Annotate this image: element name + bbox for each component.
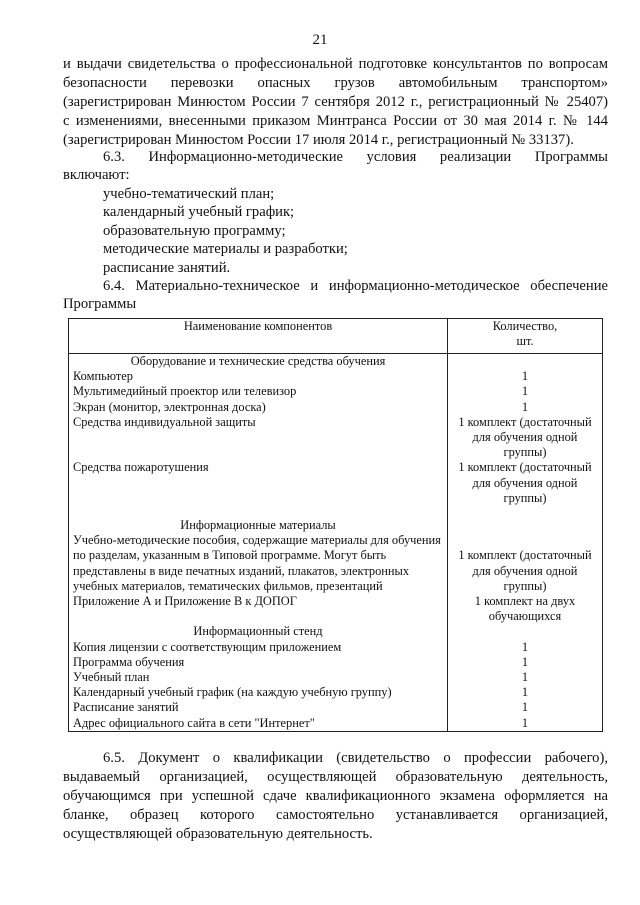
section-equipment-title: Оборудование и технические средства обучения: [69, 354, 448, 370]
row-qty: 1: [448, 640, 603, 655]
row-qty: 1: [448, 400, 603, 415]
section-materials-title: Информационные материалы: [69, 518, 448, 533]
section-6-5-line-5: осуществляющей образовательную деятельность.: [63, 826, 373, 842]
row-qty: 1: [448, 716, 603, 732]
row-qty: 1: [448, 655, 603, 670]
header-quantity-line-2: шт.: [516, 334, 534, 349]
row-name: Компьютер: [69, 369, 448, 384]
section-row: [69, 624, 603, 639]
table-row: [69, 369, 603, 384]
table-header-row: [69, 319, 603, 354]
intro-line-3: (зарегистрирован Минюстом России 7 сентября 2012 г., регистрационный № 25407): [63, 94, 608, 110]
row-qty: 1: [448, 369, 603, 384]
intro-line-1: и выдачи свидетельства о профессиональной подготовке консультантов по вопросам: [63, 56, 608, 72]
row-name: Приложение А и Приложение В к ДОПОГ: [69, 594, 448, 624]
section-row: [69, 518, 603, 533]
row-qty: 1 комплект на двух обучающихся: [448, 594, 603, 624]
section-stand-title: Информационный стенд: [69, 624, 448, 639]
section-6-3-heading: 6.3. Информационно-методические условия реализации Программы: [103, 149, 608, 165]
section-6-3-continuation: включают:: [63, 167, 130, 183]
list-item: методические материалы и разработки;: [103, 241, 348, 257]
section-6-5-line-1: 6.5. Документ о квалификации (свидетельство о профессии рабочего),: [103, 750, 608, 766]
table-row: [69, 670, 603, 685]
section-6-4-heading: 6.4. Материально-техническое и информационно-методическое обеспечение: [103, 278, 608, 294]
page-number: 21: [312, 32, 328, 48]
row-qty: 1: [448, 700, 603, 715]
row-name: Средства индивидуальной защиты: [69, 415, 448, 461]
table-row: [69, 415, 603, 461]
section-6-5-line-4: бланке, образец которого самостоятельно устанавливается организацией,: [63, 807, 608, 823]
list-item: образовательную программу;: [103, 223, 286, 239]
list-item: расписание занятий.: [103, 260, 231, 276]
intro-line-4: с изменениями, внесенными приказом Минтранса России от 30 мая 2014 г. № 144: [63, 113, 608, 129]
table-row: [69, 700, 603, 715]
row-name: Средства пожаротушения: [69, 460, 448, 506]
row-qty: 1 комплект (достаточный для обучения одной группы): [448, 415, 603, 461]
header-name: Наименование компонентов: [69, 319, 448, 354]
row-qty: 1: [448, 384, 603, 399]
table-row: [69, 655, 603, 670]
section-row: [69, 354, 603, 370]
list-item: учебно-тематический план;: [103, 186, 275, 202]
row-name: Учебный план: [69, 670, 448, 685]
row-name: Копия лицензии с соответствующим приложением: [69, 640, 448, 655]
intro-line-5: (зарегистрирован Минюстом России 17 июля 2014 г., регистрационный № 33137).: [63, 132, 574, 148]
row-name: Мультимедийный проектор или телевизор: [69, 384, 448, 399]
section-6-5-line-2: выдаваемый организацией, осуществляющей образовательную деятельность,: [63, 769, 608, 785]
row-name: Учебно-методические пособия, содержащие материалы для обучения по разделам, указанным в Типовой программе. Могут быть представлены в виде печатных изданий, плакатов, электронных учебных материалов, тематических фильмов, презентаций: [69, 533, 448, 594]
header-quantity-line-1: Количество,: [492, 319, 558, 333]
row-name: Адрес официального сайта в сети "Интернет": [69, 716, 448, 732]
table-row: [69, 400, 603, 415]
components-table: [68, 318, 603, 732]
table-row: [69, 640, 603, 655]
table-row: [69, 594, 603, 624]
row-name: Расписание занятий: [69, 700, 448, 715]
table-row: [69, 533, 603, 594]
table-row: [69, 384, 603, 399]
row-qty: 1 комплект (достаточный для обучения одной группы): [448, 460, 603, 506]
table-row: [69, 685, 603, 700]
section-6-5-line-3: обучающимся при успешной сдаче квалификационного экзамена оформляется на: [63, 788, 608, 804]
row-name: Экран (монитор, электронная доска): [69, 400, 448, 415]
row-name: Программа обучения: [69, 655, 448, 670]
list-item: календарный учебный график;: [103, 204, 295, 220]
section-6-4-continuation: Программы: [63, 296, 137, 312]
row-name: Календарный учебный график (на каждую учебную группу): [69, 685, 448, 700]
intro-line-2: безопасности перевозки опасных грузов автомобильным транспортом»: [63, 75, 608, 91]
row-qty: 1: [448, 685, 603, 700]
row-qty: 1 комплект (достаточный для обучения одной группы): [448, 533, 603, 594]
row-qty: 1: [448, 670, 603, 685]
table-row: [69, 460, 603, 506]
header-quantity: [448, 319, 603, 354]
table-row: [69, 716, 603, 732]
